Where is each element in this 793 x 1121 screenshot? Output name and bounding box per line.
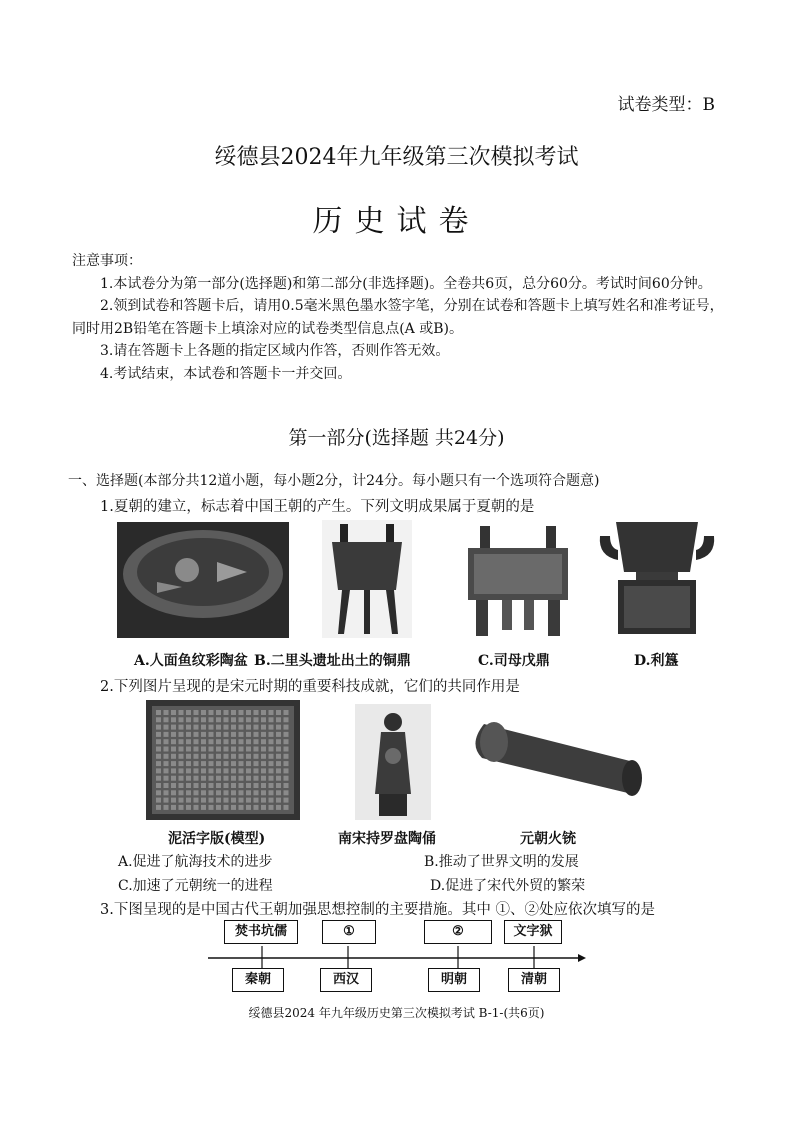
part1-title: 第一部分(选择题 共24分) — [288, 427, 505, 449]
simuwu-ding-image — [462, 520, 574, 638]
timeline-top-box: 焚书坑儒 — [224, 920, 298, 944]
note-item: 4.考试结束，本试卷和答题卡一并交回。 — [100, 365, 352, 382]
subject-title: 历史试卷 — [312, 204, 481, 239]
q2-option-a: A.促进了航海技术的进步 — [118, 854, 273, 870]
question-3-stem: 3.下图呈现的是中国古代王朝加强思想控制的主要措施。其中 ①、②处应依次填写的是 — [100, 902, 655, 918]
section-heading: 一、选择题(本部分共12道小题，每小题2分，计24分。每小题只有一个选项符合题意) — [68, 473, 600, 489]
timeline-bottom-box: 明朝 — [428, 968, 480, 992]
timeline-bottom-box: 清朝 — [508, 968, 560, 992]
note-item: 3.请在答题卡上各题的指定区域内作答，否则作答无效。 — [100, 343, 450, 359]
clay-type-plate-image — [146, 700, 300, 820]
timeline-bottom-box: 西汉 — [320, 968, 372, 992]
q2-option-c: C.加速了元朝统一的进程 — [118, 878, 273, 894]
q2-option-d: D.促进了宋代外贸的繁荣 — [430, 878, 586, 894]
timeline-top-box: ① — [322, 920, 376, 944]
notes-heading: 注意事项： — [72, 253, 142, 269]
paper-type-label: 试卷类型：B — [617, 95, 715, 115]
timeline-top-box: ② — [424, 920, 492, 944]
q1-option-b: B.二里头遗址出土的铜鼎 — [254, 653, 411, 669]
notes-block — [72, 250, 732, 385]
q2-caption-1: 泥活字版(模型) — [168, 831, 266, 847]
exam-title: 绥德县2024年九年级第三次模拟考试 — [214, 145, 579, 170]
q2-caption-3: 元朝火铳 — [520, 831, 576, 847]
bronze-ding-erlitou-image — [322, 520, 412, 638]
page-footer: 绥德县2024 年九年级历史第三次模拟考试 B-1-(共6页) — [248, 1006, 545, 1020]
q2-option-b: B.推动了世界文明的发展 — [424, 854, 579, 870]
note-item: 2.领到试卷和答题卡后，请用0.5毫米黑色墨水签字笔，分别在试卷和答题卡上填写姓名和准考证号，同时用2B铅笔在答题卡上填涂对应的试卷类型信息点(A 或B)。 — [72, 298, 724, 337]
q1-option-a: A.人面鱼纹彩陶盆 — [134, 653, 248, 669]
question-2-stem: 2.下列图片呈现的是宋元时期的重要科技成就，它们的共同作用是 — [100, 679, 520, 695]
li-gui-image — [596, 516, 718, 634]
timeline-diagram — [206, 918, 590, 994]
pottery-basin-image — [117, 522, 289, 638]
q1-option-d: D.利簋 — [634, 653, 679, 669]
question-1-stem: 1.夏朝的建立，标志着中国王朝的产生。下列文明成果属于夏朝的是 — [100, 499, 535, 515]
note-item: 1.本试卷分为第一部分(选择题)和第二部分(非选择题)。全卷共6页，总分60分。考试时间60分钟。 — [100, 275, 712, 292]
timeline-top-box: 文字狱 — [504, 920, 562, 944]
compass-figurine-image — [355, 704, 431, 820]
timeline-bottom-box: 秦朝 — [232, 968, 284, 992]
yuan-fire-gun-image — [474, 712, 650, 816]
q2-caption-2: 南宋持罗盘陶俑 — [338, 831, 436, 847]
q1-option-c: C.司母戊鼎 — [478, 653, 550, 669]
